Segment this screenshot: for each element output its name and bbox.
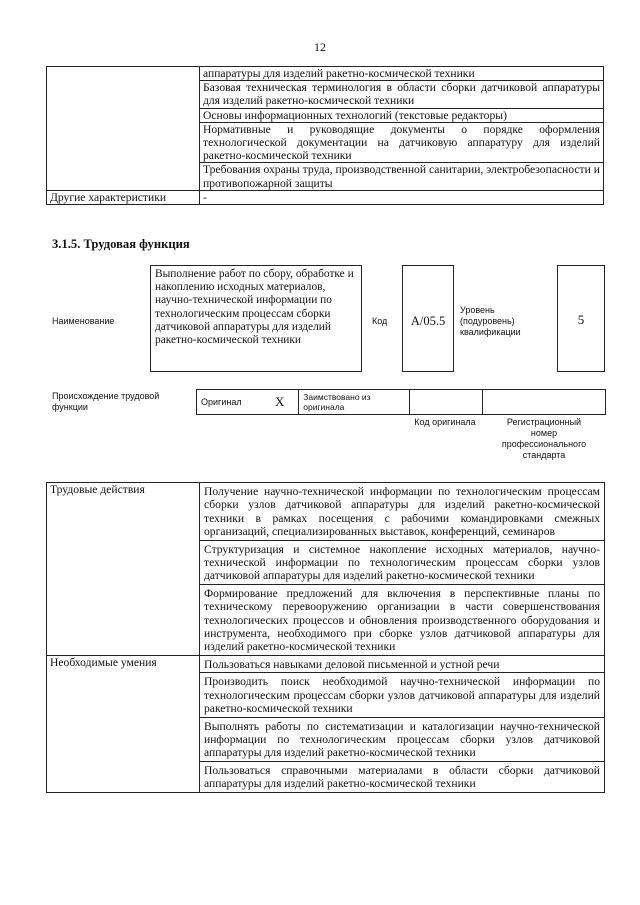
- page-number: 12: [314, 40, 326, 54]
- skill-item: Производить поиск необходимой научно-технической информации по технологическим процессам сборки узлов датчиковой аппаратуры для изделий ракетно-космической техники: [200, 673, 605, 717]
- code-caption: Код оригинала: [414, 417, 476, 427]
- registration-number-cell: [483, 390, 606, 415]
- labor-actions-label: Трудовые действия: [47, 483, 200, 656]
- skill-item: Пользоваться навыками деловой письменной и устной речи: [200, 655, 605, 672]
- original-code-cell: [409, 390, 482, 415]
- skill-item: Выполнять работы по систематизации и каталогизации научно-технической информации по технологическим процессам сборки узлов датчиковой аппаратуры для изделий ракетно-космической техники: [200, 717, 605, 761]
- borrowed-label: Заимствовано из оригинала: [299, 390, 410, 415]
- labor-action-item: Формирование предложений для включения в перспективные планы по техническому перевооружению организации в части совершенствования технологических процессов и обновления производственного оборудования и инструмента, необходимого при сборке узлов датчиковой аппаратуры для изделий ракетно-космической техники: [200, 584, 605, 655]
- knowledge-item: Требования охраны труда, производственной санитарии, электробезопасности и противопожарной защиты: [200, 163, 604, 190]
- labor-action-item: Получение научно-технической информации по технологическим процессам сборки узлов датчиковой аппаратуры для изделий ракетно-космической техники в рамках посещения с рабочими командировками смежных организаций, специализированных выставок, конференций, семинаров: [200, 483, 605, 541]
- origin-label: Происхождение трудовой функции: [52, 391, 160, 412]
- knowledge-table-continuation: [46, 66, 604, 205]
- original-label: Оригинал: [197, 390, 262, 415]
- qualification-level-value: 5: [557, 265, 605, 372]
- skill-item: Пользоваться справочными материалами в области сборки датчиковой аппаратуры для изделий ракетно-космической техники: [200, 761, 605, 792]
- labor-function-code: A/05.5: [402, 265, 454, 372]
- original-mark: X: [261, 390, 299, 415]
- qualification-level-label: Уровень (подуровень) квалификации: [460, 305, 521, 337]
- registration-caption: Регистрационный номер профессионального стандарта: [501, 417, 587, 460]
- origin-table: [196, 389, 606, 415]
- labor-action-item: Структуризация и системное накопление исходных материалов, научно-технической информации по технологическим процессам сборки узлов датчиковой аппаратуры для изделий ракетно-космической техники: [200, 540, 605, 584]
- other-characteristics-value: -: [200, 190, 604, 204]
- code-label: Код: [372, 316, 388, 326]
- knowledge-item: Основы информационных технологий (текстовые редакторы): [200, 108, 604, 122]
- labor-function-table: [46, 482, 605, 793]
- labor-function-name: Выполнение работ по сбору, обработке и накоплению исходных материалов, научно-технической информации по технологическим процессам сборки датчиковой аппаратуры для изделий ракетно-космической техники: [150, 265, 362, 372]
- required-skills-label: Необходимые умения: [47, 655, 200, 792]
- knowledge-item: Базовая техническая терминология в области сборки датчиковой аппаратуры для изделий ракетно-космической техники: [200, 81, 604, 108]
- name-label: Наименование: [52, 316, 115, 326]
- knowledge-label-cell: [47, 67, 200, 191]
- section-title: 3.1.5. Трудовая функция: [52, 237, 190, 251]
- knowledge-item: аппаратуры для изделий ракетно-космической техники: [200, 67, 604, 81]
- other-characteristics-label: Другие характеристики: [47, 190, 200, 204]
- knowledge-item: Нормативные и руководящие документы о порядке оформления технологической документации на датчиковую аппаратуру для изделий ракетно-космической техники: [200, 122, 604, 163]
